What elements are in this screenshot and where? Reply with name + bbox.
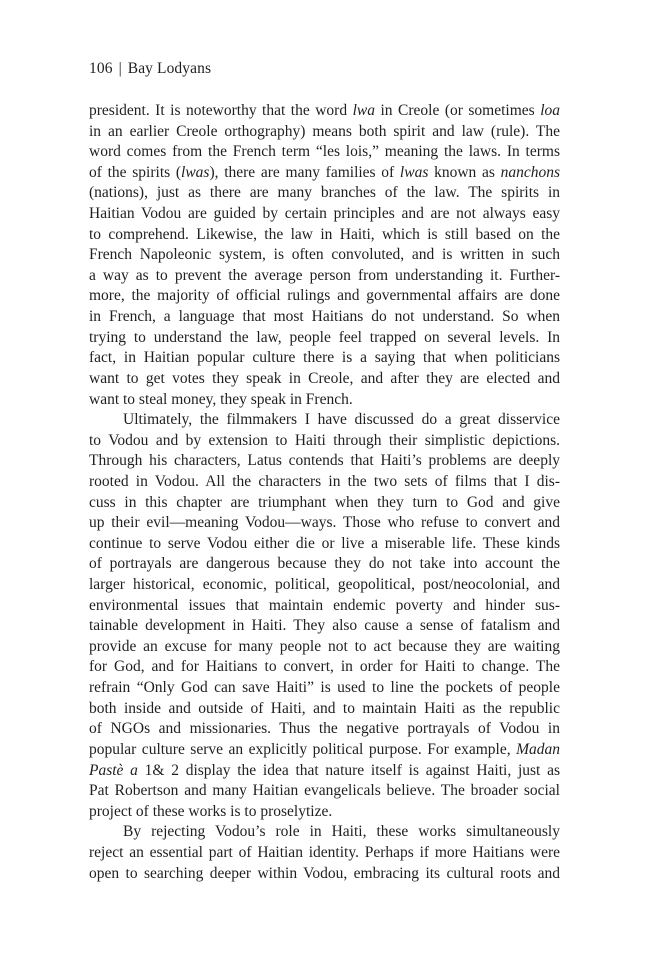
paragraph	[89, 410, 560, 822]
paragraph	[89, 822, 560, 884]
text-run: of NGOs and missionaries. Thus the negative portrayals of Vodou in	[89, 720, 560, 738]
text-run: in Creole (or sometimes	[374, 102, 541, 119]
italic-term: lwas	[399, 163, 429, 181]
text-line	[89, 266, 560, 287]
text-line	[89, 657, 560, 678]
text-line	[89, 390, 560, 411]
text-line	[89, 307, 560, 328]
text-line	[89, 843, 560, 864]
text-line	[89, 369, 560, 390]
text-line	[89, 431, 560, 452]
text-run: provide an excuse for many people not to act because they are waiting	[89, 637, 560, 655]
italic-term: Madan	[516, 740, 560, 758]
text-run: refrain “Only God can save Haiti” is used to line the pockets of people	[89, 679, 560, 697]
book-title: Bay Lodyans	[127, 60, 212, 77]
text-line	[89, 637, 560, 658]
text-line	[89, 596, 560, 617]
text-line	[89, 286, 560, 307]
text-run: president. It is noteworthy that the word	[89, 102, 353, 119]
text-run: Through his characters, Latus contends that Haiti’s problems are deeply	[89, 452, 560, 470]
text-line	[89, 802, 560, 823]
text-line	[89, 493, 560, 514]
text-line	[89, 101, 560, 122]
text-line	[89, 699, 560, 720]
paragraph	[89, 101, 560, 410]
text-run: for God, and for Haitians to convert, in order for Haiti to change. The	[89, 658, 560, 676]
text-line	[89, 534, 560, 555]
text-line	[89, 204, 560, 225]
page-number: 106	[89, 60, 113, 77]
text-run: in French, a language that most Haitians do not understand. So when	[89, 308, 560, 326]
text-run: tainable development in Haiti. They also cause a sense of fatalism and	[89, 617, 560, 635]
text-line	[89, 348, 560, 369]
text-run: cuss in this chapter are triumphant when they turn to God and give	[89, 493, 560, 511]
text-run: trying to understand the law, people feel trapped on several levels. In	[89, 328, 560, 346]
text-run: rooted in Vodou. All the characters in the two sets of films that I dis-	[89, 472, 560, 490]
text-run: continue to serve Vodou either die or live a miserable life. These kinds	[89, 534, 560, 552]
text-run: fact, in Haitian popular culture there is a saying that when politicians	[89, 349, 560, 367]
text-line	[89, 122, 560, 143]
text-run: Haitian Vodou are guided by certain principles and are not always easy	[89, 205, 560, 223]
text-run: 1& 2 display the idea that nature itself is against Haiti, just as	[137, 761, 560, 779]
text-run: want to steal money, they speak in French.	[89, 390, 353, 408]
text-line	[89, 245, 560, 266]
text-run: French Napoleonic system, is often convoluted, and is written in such	[89, 246, 560, 264]
text-run: to comprehend. Likewise, the law in Haiti, which is still based on the	[89, 225, 560, 243]
text-line	[89, 142, 560, 163]
text-line	[89, 513, 560, 534]
text-run: open to searching deeper within Vodou, embracing its cultural roots and	[89, 864, 560, 882]
text-run: of portrayals are dangerous because they do not take into account the	[89, 555, 560, 573]
italic-term: lwa	[352, 102, 375, 119]
italic-term: loa	[540, 102, 560, 119]
text-run: By rejecting Vodou’s role in Haiti, these works simultaneously	[123, 823, 560, 841]
text-line	[89, 740, 560, 761]
text-run: to Vodou and by extension to Haiti through their simplistic depictions.	[89, 431, 560, 449]
running-head	[89, 60, 211, 78]
text-line	[89, 719, 560, 740]
text-run: a way as to prevent the average person from understanding it. Further-	[89, 266, 560, 284]
italic-term: lwas	[181, 163, 210, 181]
text-line	[89, 451, 560, 472]
text-line	[89, 781, 560, 802]
text-line	[89, 575, 560, 596]
text-line	[89, 328, 560, 349]
text-line	[89, 822, 560, 843]
text-line	[89, 761, 560, 782]
text-run: larger historical, economic, political, geopolitical, post/neocolonial, and	[89, 576, 560, 594]
text-line	[89, 864, 560, 885]
text-line	[89, 554, 560, 575]
text-run: environmental issues that maintain endemic poverty and hinder sus-	[89, 596, 560, 614]
italic-term: Pastè a	[89, 761, 138, 779]
text-line	[89, 410, 560, 431]
text-line	[89, 183, 560, 204]
text-run: reject an essential part of Haitian identity. Perhaps if more Haitians were	[89, 843, 560, 861]
text-run: known as	[428, 163, 501, 181]
text-run: word comes from the French term “les lois,” meaning the laws. In terms	[89, 143, 560, 161]
text-line	[89, 225, 560, 246]
text-run: Ultimately, the filmmakers I have discussed do a great disservice	[123, 411, 560, 429]
text-line	[89, 678, 560, 699]
text-run: want to get votes they speak in Creole, and after they are elected and	[89, 369, 560, 387]
text-line	[89, 616, 560, 637]
text-run: (nations), just as there are many branches of the law. The spirits in	[89, 184, 560, 202]
body-text	[89, 101, 560, 884]
text-run: in an earlier Creole orthography) means both spirit and law (rule). The	[89, 122, 560, 140]
text-run: up their evil—meaning Vodou—ways. Those who refuse to convert and	[89, 514, 560, 532]
text-run: ), there are many families of	[209, 163, 400, 181]
header-separator: |	[118, 60, 122, 77]
text-run: both inside and outside of Haiti, and to maintain Haiti as the republic	[89, 699, 560, 717]
text-run: Pat Robertson and many Haitian evangelicals believe. The broader social	[89, 782, 560, 800]
text-run: more, the majority of official rulings and governmental affairs are done	[89, 287, 560, 305]
text-run: project of these works is to proselytize.	[89, 802, 333, 820]
text-line	[89, 472, 560, 493]
text-line	[89, 163, 560, 184]
text-run: of the spirits (	[89, 163, 182, 181]
text-run: popular culture serve an explicitly political purpose. For example,	[89, 740, 517, 758]
italic-term: nanchons	[500, 163, 560, 181]
